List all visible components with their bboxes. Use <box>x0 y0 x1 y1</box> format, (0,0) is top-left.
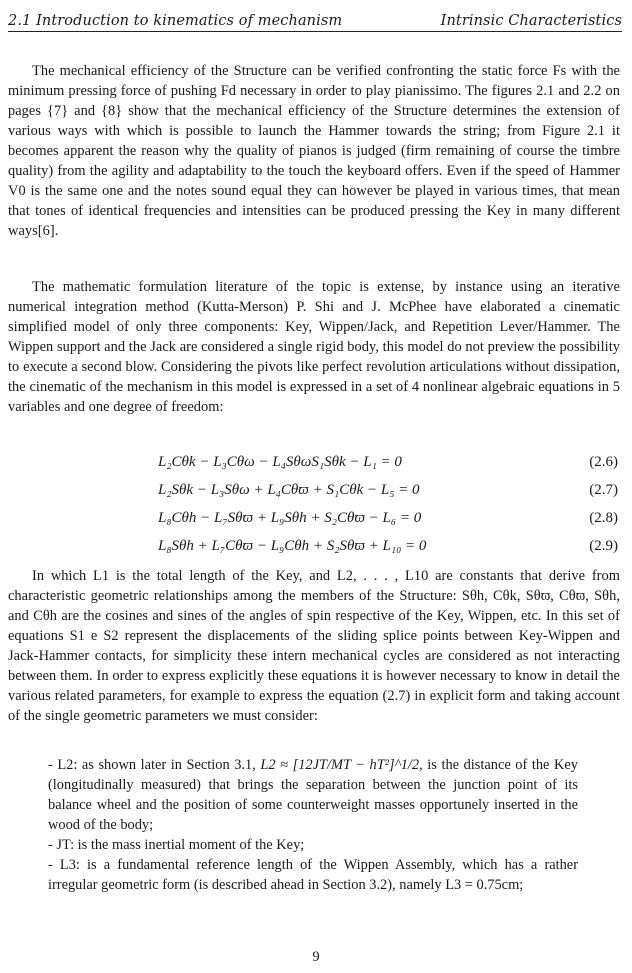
equation-row <box>0 478 632 506</box>
equation-body: L₈Sθh + L₇Cθϖ − L₉Cθh + S₂Sθϖ + L₁₀ = 0 <box>158 538 427 554</box>
paragraph-1-text: The mechanical efficiency of the Structure can be verified confronting the static force Fs with the minimum pressing force of pushing Fd necessary in order to play pianissimo. The figures 2.1 and 2.2 on pages {7} and {8} show that the mechanical efficiency of the Structure determines the extension of various ways with which is possible to launch the Hammer towards the string; from Figure 2.1 it becomes apparent the reason why the quality of pianos is judged (firm remaining of course the timbre quality) from the agility and adaptability to the touch the keyboard offers. Even if the speed of Hammer V0 is the same one and the notes sound equal they can however be played in various times, that mean that tones of identical frequencies and intensities can be produced pressing the Key in many different ways[6]. <box>8 63 620 239</box>
header-rule <box>8 31 622 32</box>
equation-body: L₂Cθk − L₃Cθω − L₄SθωS₁Sθk − L₁ = 0 <box>158 454 402 470</box>
equation-number: (2.8) <box>589 510 618 526</box>
equation-body: L₂Sθk − L₃Sθω + L₄Cθϖ + S₁Cθk − L₅ = 0 <box>158 482 420 498</box>
running-head <box>8 9 622 29</box>
list-item <box>48 755 578 835</box>
running-head-section: 2.1 Introduction to kinematics of mechanism <box>8 13 343 29</box>
equation-number: (2.9) <box>589 538 618 554</box>
equation-number: (2.7) <box>589 482 618 498</box>
paragraph-efficiency <box>8 61 620 241</box>
list-item-1-formula: L2 ≈ [12JT/MT − hT²]^1/2 <box>260 757 420 773</box>
paragraph-formulation <box>8 277 620 417</box>
equation-block <box>0 450 632 562</box>
equation-body: L₈Cθh − L₇Sθϖ + L₉Sθh + S₂Cθϖ − L₆ = 0 <box>158 510 422 526</box>
paragraph-3-text: In which L1 is the total length of the Key, and L2, . . . , L10 are constants that derive from characteristic geometric relationships among the members of the Structure: Sθh, Cθk, Sθϖ, Cθϖ, Sθh, and Cθh are the cosines and sines of the angles of spin respective of the Key, Wippen, etc. In this set of equations S1 e S2 represent the displacements of the sliding splice points between Key-Wippen and Jack-Hammer contacts, for simplicity these intern mechanical cycles are considered as not interacting between them. In order to express explicitly these equations it is however necessary to know in detail the various related parameters, for example to express the equation (2.7) in explicit form and taking account of the single geometric parameters we must consider: <box>8 568 620 724</box>
paragraph-variables <box>8 566 620 726</box>
list-item: - L3: is a fundamental reference length of the Wippen Assembly, which has a rather irregular geometric form (is described ahead in Section 3.2), namely L3 = 0.75cm; <box>48 857 578 893</box>
parameter-list <box>48 755 578 895</box>
equation-number: (2.6) <box>589 454 618 470</box>
list-item: - JT: is the mass inertial moment of the Key; <box>48 837 305 853</box>
list-item-1-text: , is the distance of the Key (longitudinally measured) that brings the separation between the junction point of its balance wheel and the position of some counterweight masses opportunely inserted in the wood of the body; <box>48 757 578 833</box>
paragraph-2-text: The mathematic formulation literature of the topic is extense, by instance using an iterative numerical integration method (Kutta-Merson) P. Shi and J. McPhee have elaborated a cinematic simplified model of only three components: Key, Wippen/Jack, and Repetition Lever/Hammer. The Wippen support and the Jack are considered a single rigid body, this model do not preview the possibility to execute a second blow. Considering the pivots like perfect revolution articulations without dissipation, the cinematic of the mechanism in this model is expressed in a set of 4 nonlinear algebraic equations in 5 variables and one degree of freedom: <box>8 279 620 415</box>
running-head-chapter: Intrinsic Characteristics <box>440 13 622 29</box>
page-number: 9 <box>312 949 320 965</box>
equation-row <box>0 534 632 562</box>
list-item-1-prefix: - L2: as shown later in Section 3.1, <box>48 757 256 773</box>
equation-row <box>0 450 632 478</box>
equation-row <box>0 506 632 534</box>
